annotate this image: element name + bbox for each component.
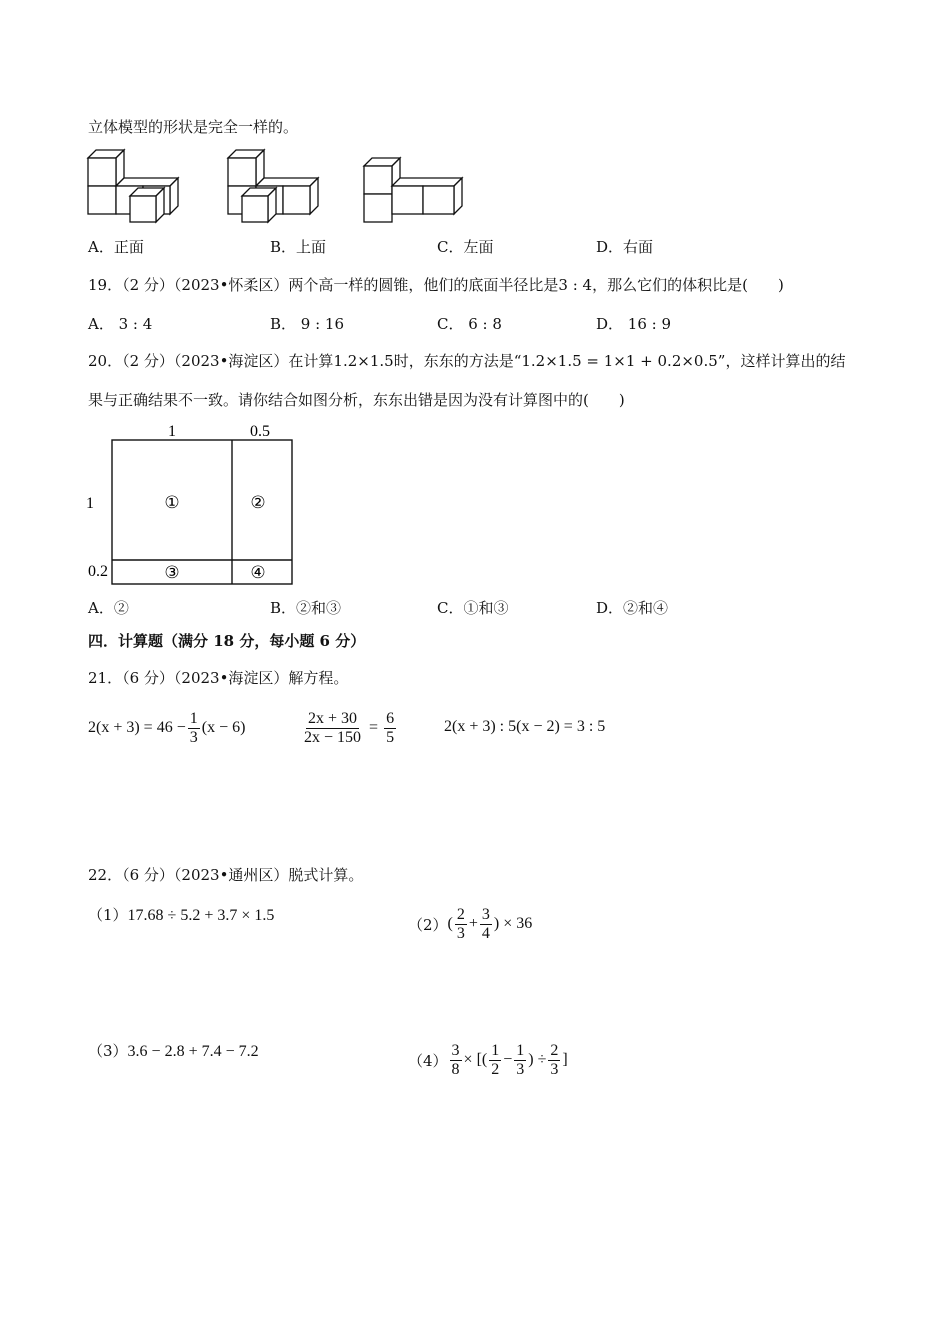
p2-open: ( [447, 915, 453, 932]
q20-option-b: B．②和③ [270, 599, 342, 617]
q20-stem-line2: 果与正确结果不一致。请你结合如图分析，东东出错是因为没有计算图中的( ) [88, 391, 625, 409]
p4-n2: 1 [516, 1041, 525, 1059]
p4-d1: 2 [491, 1060, 500, 1078]
q20-option-d: D．②和④ [596, 599, 669, 617]
eq1-right: (x − 6) [201, 719, 246, 736]
p1-expr: 17.68 ÷ 5.2 + 3.7 × 1.5 [127, 907, 275, 924]
p2-plus: + [468, 915, 478, 932]
q22-part-2 [408, 902, 532, 946]
label-top-right: 0.5 [250, 423, 270, 440]
eq2-rden: 5 [386, 728, 395, 746]
q18-cube-figures [84, 146, 474, 228]
eq1-den: 3 [189, 728, 198, 746]
p4-d0: 8 [451, 1060, 460, 1078]
q21-equation-2 [300, 706, 398, 750]
q21-equation-1 [88, 706, 245, 750]
p3-expr: 3.6 − 2.8 + 7.4 − 7.2 [127, 1043, 259, 1060]
eq1-fraction [188, 710, 200, 747]
q22-stem: 22．（6 分）（2023•通州区）脱式计算。 [88, 866, 364, 884]
cube-model-1 [88, 150, 178, 222]
p4-frac-3 [548, 1042, 560, 1079]
p2-frac-2 [480, 906, 492, 943]
cube-model-3 [364, 158, 462, 222]
p1-label: （1） [88, 906, 128, 924]
q18-option-a: A．正面 [88, 238, 144, 256]
p2-d2: 4 [481, 924, 490, 942]
eq2-num: 2x + 30 [308, 709, 358, 727]
eq2-equals: = [369, 719, 379, 736]
p2-d1: 3 [456, 924, 465, 942]
p4-mid: × [( [463, 1051, 488, 1068]
cell-4: ④ [250, 563, 266, 582]
q21-stem: 21．（6 分）（2023•海淀区）解方程。 [88, 669, 349, 687]
cube-model-2 [228, 150, 318, 222]
p4-frac-0 [450, 1042, 462, 1079]
p4-label: （4） [408, 1051, 448, 1070]
q19-option-c: C． 6 : 8 [437, 315, 502, 333]
eq2-left-fraction [302, 710, 363, 747]
p4-minus: − [503, 1051, 513, 1068]
eq2-rnum: 6 [386, 709, 395, 727]
q22-part-3 [88, 1040, 259, 1061]
eq1-num: 1 [189, 709, 198, 727]
q19-option-a: A． 3 : 4 [88, 315, 153, 333]
q20-option-c: C．①和③ [437, 599, 509, 617]
q18-option-d: D．右面 [596, 238, 654, 256]
cell-3: ③ [164, 563, 180, 582]
p4-d3: 3 [550, 1060, 559, 1078]
q22-part-1 [88, 904, 274, 925]
p4-div: ) ÷ [528, 1051, 547, 1068]
p4-n3: 2 [550, 1041, 559, 1059]
p4-n1: 1 [491, 1041, 500, 1059]
q19-stem: 19．（2 分）（2023•怀柔区）两个高一样的圆锥，他们的底面半径比是3 : 4，那么它们的体积比是( ) [88, 276, 784, 294]
eq1-left: 2(x + 3) = 46 − [88, 719, 186, 736]
cell-1: ① [164, 493, 180, 512]
label-side-top: 1 [86, 495, 94, 512]
p4-n0: 3 [451, 1041, 460, 1059]
q20-area-figure [80, 418, 310, 590]
cell-2: ② [250, 493, 266, 512]
q18-option-b: B．上面 [270, 238, 327, 256]
p2-n2: 3 [481, 905, 490, 923]
q20-option-a: A．② [88, 599, 129, 617]
q18-option-c: C．左面 [437, 238, 494, 256]
p2-close: ) × 36 [493, 915, 533, 932]
q20-stem-line1: 20．（2 分）（2023•海淀区）在计算1.2×1.5时，东东的方法是“1.2×1.5 = 1×1 + 0.2×0.5”，这样计算出的结 [88, 352, 846, 370]
q21-equation-3: 2(x + 3) : 5(x − 2) = 3 : 5 [444, 718, 606, 735]
label-side-bottom: 0.2 [88, 563, 108, 580]
p4-d2: 3 [516, 1060, 525, 1078]
section-title: 四．计算题（满分 18 分，每小题 6 分） [88, 632, 366, 650]
p2-frac-1 [455, 906, 467, 943]
p4-frac-2 [514, 1042, 526, 1079]
q18-intro: 立体模型的形状是完全一样的。 [88, 118, 299, 136]
p2-label: （2） [408, 915, 448, 934]
p3-label: （3） [88, 1042, 128, 1060]
q19-option-b: B． 9 : 16 [270, 315, 345, 333]
p4-frac-1 [489, 1042, 501, 1079]
p2-n1: 2 [456, 905, 465, 923]
eq2-den: 2x − 150 [304, 728, 362, 746]
q22-part-4 [408, 1038, 568, 1082]
p4-close: ] [562, 1051, 568, 1068]
eq2-right-fraction [384, 710, 396, 747]
label-top-left: 1 [168, 423, 176, 440]
q19-option-d: D． 16 : 9 [596, 315, 672, 333]
